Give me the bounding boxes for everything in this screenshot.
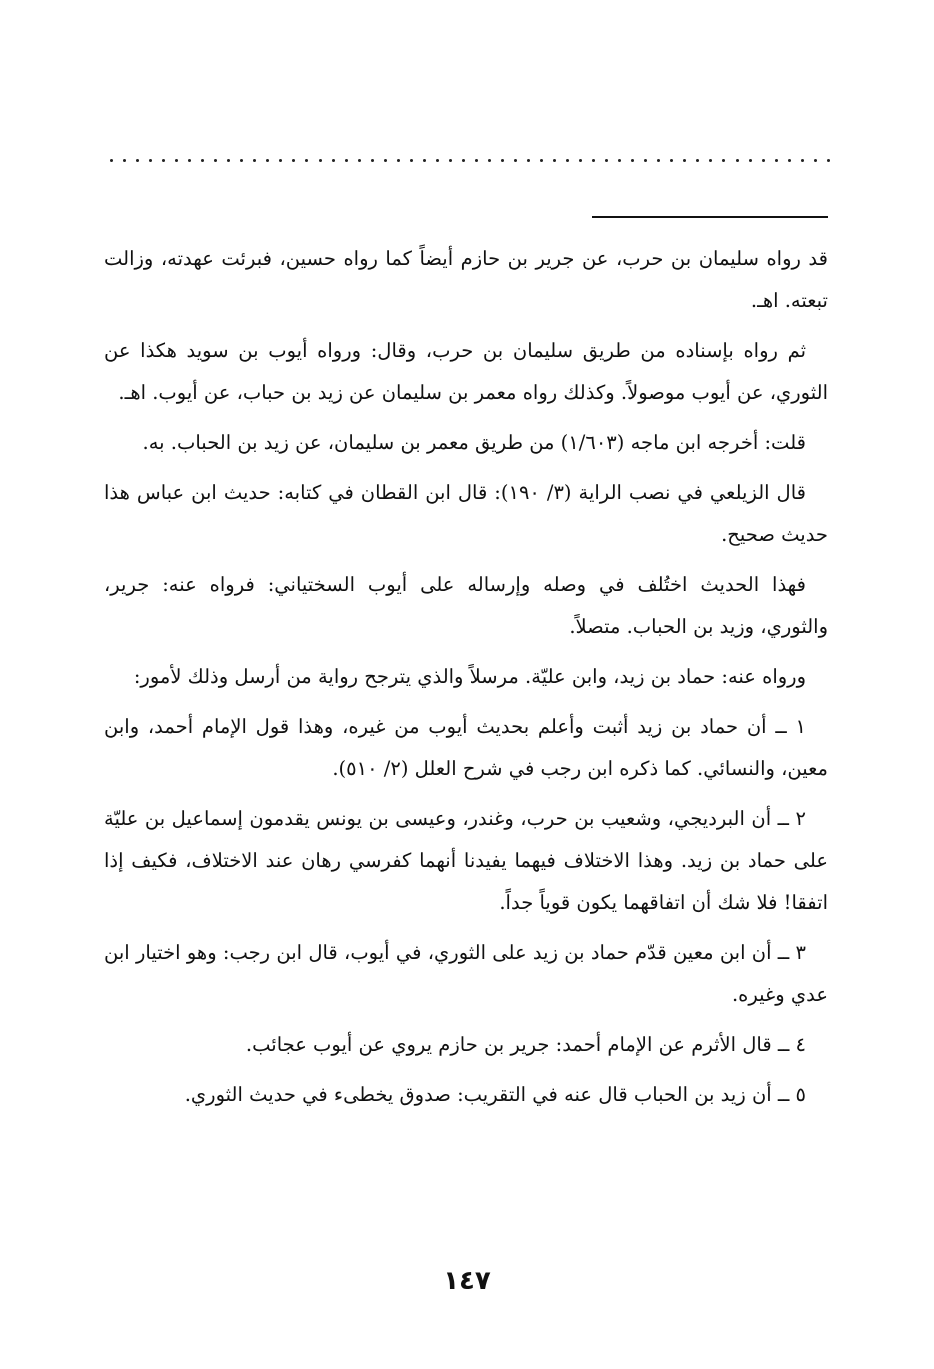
separator-dot: [814, 159, 817, 162]
separator-dot: [345, 159, 348, 162]
separator-dot: [696, 159, 699, 162]
separator-dot: [788, 159, 791, 162]
footnotes-block: [104, 238, 828, 1124]
footnote-paragraph: قال الزيلعي في نصب الراية (٣/ ١٩٠): قال ابن القطان في كتابه: حديث ابن عباس هذا حديث صحيح.: [104, 481, 828, 546]
separator-dot: [266, 159, 269, 162]
footnote-paragraph: قلت: أخرجه ابن ماجه (١/٦٠٣) من طريق معمر بن سليمان، عن زيد بن الحباب. به.: [142, 431, 806, 454]
footnote-paragraph: فهذا الحديث اختُلف في وصله وإرساله على أيوب السختياني: فرواه عنه: جرير، والثوري، وزيد بن الحباب. متصلاً.: [104, 573, 828, 638]
separator-dot: [631, 159, 634, 162]
list-item: ٤ ــ قال الأثرم عن الإمام أحمد: جرير بن حازم يروي عن أيوب عجائب.: [245, 1033, 806, 1056]
separator-dot: [240, 159, 243, 162]
separator-dot: [605, 159, 608, 162]
separator-dot: [305, 159, 308, 162]
separator-dot: [827, 159, 830, 162]
separator-dot: [657, 159, 660, 162]
separator-dot: [384, 159, 387, 162]
separator-dot: [592, 159, 595, 162]
separator-dot: [175, 159, 178, 162]
separator-dot: [397, 159, 400, 162]
separator-dot: [123, 159, 126, 162]
separator-dot: [449, 159, 452, 162]
dotted-separator: [110, 150, 830, 170]
footnote-rule: [592, 216, 828, 218]
list-item: ٣ ــ أن ابن معين قدّم حماد بن زيد على الثوري، في أيوب، قال ابن رجب: وهو اختيار ابن عدي وغيره.: [104, 941, 828, 1006]
separator-dot: [201, 159, 204, 162]
separator-dot: [358, 159, 361, 162]
separator-dot: [475, 159, 478, 162]
separator-dot: [618, 159, 621, 162]
separator-dot: [227, 159, 230, 162]
separator-dot: [709, 159, 712, 162]
separator-dot: [214, 159, 217, 162]
separator-dot: [410, 159, 413, 162]
separator-dot: [110, 159, 113, 162]
separator-dot: [188, 159, 191, 162]
separator-dot: [501, 159, 504, 162]
separator-dot: [319, 159, 322, 162]
separator-dot: [423, 159, 426, 162]
separator-dot: [371, 159, 374, 162]
separator-dot: [670, 159, 673, 162]
list-item: ٢ ــ أن البرديجي، وشعيب بن حرب، وغندر، وعيسى بن يونس يقدمون إسماعيل بن عليّة على حماد بن زيد. وهذا الاختلاف فيهما يفيدنا أنهما كفرسي رهان عند الاختلاف، فكيف إذا اتفقا! فلا شك أن اتفاقهما يكون قوياً جداً.: [104, 807, 828, 914]
separator-dot: [488, 159, 491, 162]
separator-dot: [775, 159, 778, 162]
separator-dot: [253, 159, 256, 162]
separator-dot: [566, 159, 569, 162]
separator-dot: [683, 159, 686, 162]
list-item: ٥ ــ أن زيد بن الحباب قال عنه في التقريب: صدوق يخطىء في حديث الثوري.: [184, 1083, 806, 1106]
separator-dot: [462, 159, 465, 162]
separator-dot: [136, 159, 139, 162]
separator-dot: [722, 159, 725, 162]
separator-dot: [553, 159, 556, 162]
separator-dot: [292, 159, 295, 162]
page-number: ١٤٧: [443, 1266, 491, 1296]
separator-dot: [801, 159, 804, 162]
separator-dot: [736, 159, 739, 162]
separator-dot: [279, 159, 282, 162]
footnote-paragraph: قد رواه سليمان بن حرب، عن جرير بن حازم أيضاً كما رواه حسين، فبرئت عهدته، وزالت تبعته. اهـ.: [104, 247, 828, 312]
separator-dot: [749, 159, 752, 162]
separator-dot: [162, 159, 165, 162]
separator-dot: [540, 159, 543, 162]
separator-dot: [579, 159, 582, 162]
separator-dot: [644, 159, 647, 162]
footnote-paragraph: ورواه عنه: حماد بن زيد، وابن عليّة. مرسلاً والذي يترجح رواية من أرسل وذلك لأمور:: [133, 665, 806, 688]
separator-dot: [762, 159, 765, 162]
list-item: ١ ــ أن حماد بن زيد أثبت وأعلم بحديث أيوب من غيره، وهذا قول الإمام أحمد، وابن معين، والنسائي. كما ذكره ابن رجب في شرح العلل (٢/ ٥١٠).: [104, 715, 828, 780]
separator-dot: [514, 159, 517, 162]
separator-dot: [436, 159, 439, 162]
footnote-paragraph: ثم رواه بإسناده من طريق سليمان بن حرب، وقال: ورواه أيوب بن سويد هكذا عن الثوري، عن أيوب موصولاً. وكذلك رواه معمر بن سليمان عن زيد بن حباب، عن أيوب. اهـ.: [104, 339, 828, 404]
separator-dot: [149, 159, 152, 162]
separator-dot: [527, 159, 530, 162]
separator-dot: [332, 159, 335, 162]
